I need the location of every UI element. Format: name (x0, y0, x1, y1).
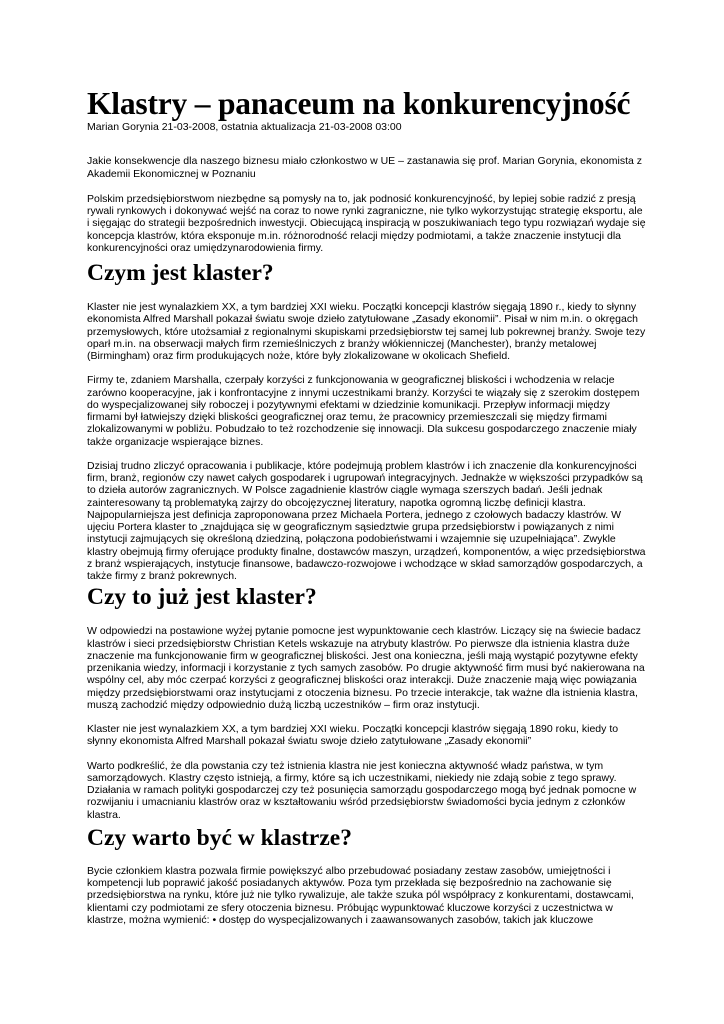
section-what-is-cluster (87, 260, 647, 582)
paragraph: Firmy te, zdaniem Marshalla, czerpały korzyści z funkcjonowania w geograficznej bliskości i wchodzenia w relacje zarówno kooperacyjne, jak i konfrontacyjne z innymi uczestnikami branży. Korzyści te wiązały się z szerokim dostępem do wyspecjalizowanej siły roboczej i pozytywnymi efektami w dziedzinie komunikacji. Przepływ informacji między firmami był łatwiejszy dzięki bliskości geograficznej oraz temu, że pracownicy przemieszczali się między firmami zlokalizowanymi w pobliżu. Pobudzało to też rozchodzenie się innowacji. Dla sukcesu gospodarczego znaczenie miały także organizacje wspierające biznes. (87, 374, 640, 448)
article-intro: Polskim przedsiębiorstwom niezbędne są pomysły na to, jak podnosić konkurencyjność, by lepiej sobie radzić z presją rywali rynkowych i dokonywać wejść na coraz to nowe rynki zagraniczne, nie tylko wykorzystując strategię eksportu, ale i sięgając do strategii bezpośrednich inwestycji. Obiecującą inspiracją w poszukiwaniach tego typu rozwiązań wydaje się koncepcja klastrów, która eksponuje m.in. różnorodność relacji między podmiotami, a także znaczenie instytucji dla konkurencyjności oraz umiędzynarodowienia firmy. (87, 192, 646, 254)
section-worth-being-in-cluster (87, 825, 647, 926)
section-heading: Czy to już jest klaster? (87, 584, 317, 611)
section-is-it-cluster (87, 584, 647, 821)
paragraph: W odpowiedzi na postawione wyżej pytanie pomocne jest wypunktowanie cech klastrów. Liczący się na świecie badacz klastrów i sieci przedsiębiorstw Christian Ketels wskazuje na atrybuty klastrów. Po pierwsze dla istnienia klastra duże znaczenie ma funkcjonowanie firm w geograficznej bliskości. Jest ona konieczna, jeśli mają wystąpić pozytywne efekty przenikania wiedzy, informacji i korzystanie z tych samych zasobów. Po drugie aktywność firm musi być nakierowana na wspólny cel, aby móc czerpać korzyści z geograficznej bliskości oraz interakcji. Duże znaczenie mają więc powiązania między przedsiębiorstwami oraz instytucjami z otoczenia biznesu. Po trzecie interakcje, tak ważne dla istnienia klastra, muszą zachodzić między odpowiednio dużą liczbą uczestników – firm oraz instytucji. (87, 625, 645, 711)
paragraph: Klaster nie jest wynalazkiem XX, a tym bardziej XXI wieku. Początki koncepcji klastrów sięgają 1890 roku, kiedy to słynny ekonomista Alfred Marshall pokazał światu swoje dzieło zatytułowane „Zasady ekonomii” (87, 723, 619, 748)
article-byline: Marian Gorynia 21-03-2008, ostatnia aktualizacja 21-03-2008 03:00 (87, 121, 402, 133)
article-title: Klastry – panaceum na konkurencyjność (87, 86, 631, 121)
article-lead: Jakie konsekwencje dla naszego biznesu miało członkostwo w UE – zastanawia się prof. Marian Gorynia, ekonomista z Akademii Ekonomicznej w Poznaniu (87, 155, 643, 180)
section-heading: Czym jest klaster? (87, 260, 274, 286)
paragraph: Bycie członkiem klastra pozwala firmie powiększyć albo przebudować posiadany zestaw zasobów, umiejętności i kompetencji lub poprawić jakość posiadanych aktywów. Poza tym przekłada się bezpośrednio na zachowanie się przedsiębiorstwa na rynku, które już nie tylko rywalizuje, ale także szuka pól współpracy z konkurentami, dostawcami, klientami czy podmiotami ze sfery otoczenia biznesu. Próbując wypunktować kluczowe korzyści z uczestnictwa w klastrze, można wymienić: • dostęp do wyspecjalizowanych i zaawansowanych zasobów, takich jak kluczowe (87, 864, 634, 926)
paragraph: Klaster nie jest wynalazkiem XX, a tym bardziej XXI wieku. Początki koncepcji klastrów sięgają 1890 r., kiedy to słynny ekonomista Alfred Marshall pokazał światu swoje dzieło zatytułowane „Zasady ekonomii”. Pisał w nim m.in. o okręgach przemysłowych, które utożsamiał z regionalnymi skupiskami przedsiębiorstw tej samej lub pokrewnej branży. Swoje tezy oparł m.in. na obserwacji małych firm rzemieślniczych z branży włókienniczej (Manchester), branży metalowej (Birmingham) oraz firm produkujących noże, które były zlokalizowane w okolicach Shefield. (87, 301, 646, 362)
paragraph: Dzisiaj trudno zliczyć opracowania i publikacje, które podejmują problem klastrów i ich znaczenie dla konkurencyjności firm, branż, regionów czy nawet całych gospodarek i ugrupowań integracyjnych. Jednakże w większości przypadków są to dzieła autorów zagranicznych. W Polsce zagadnienie klastrów ciągle wymaga szerszych badań. Jeśli jednak zainteresowany tą problematyką zajrzy do obcojęzycznej literatury, napotka ogromną liczbę definicji klastra. Najpopularniejsza jest definicja zaproponowana przez Michaela Portera, jednego z czołowych badaczy klastrów. W ujęciu Portera klaster to „znajdująca się w geograficznym sąsiedztwie grupa przedsiębiorstw i powiązanych z nimi instytucji zajmujących się określoną dziedziną, połączona podobieństwami i wzajemnie się uzupełniająca”. Zwykle klastry obejmują firmy oferujące produkty finalne, dostawców maszyn, urządzeń, komponentów, a więc przedsiębiorstwa z branż wspierających, instytucje finansowe, badawczo-rozwojowe i wchodzące w skład samorządów gospodarczych, a także firmy z branż pokrewnych. (87, 459, 646, 582)
paragraph: Warto podkreślić, że dla powstania czy też istnienia klastra nie jest konieczna aktywność władz państwa, w tym samorządowych. Klastry często istnieją, a firmy, które są ich uczestnikami, niekiedy nie zdają sobie z tego sprawy. Działania w ramach polityki gospodarczej czy też posunięcia samorządu gospodarczego mogą być jednak pomocne w rozwijaniu i umacnianiu klastrów oraz w kształtowaniu wśród przedsiębiorstw świadomości bycia jednym z członków klastra. (87, 759, 637, 821)
document-page (87, 88, 647, 926)
section-heading: Czy warto być w klastrze? (87, 824, 352, 851)
